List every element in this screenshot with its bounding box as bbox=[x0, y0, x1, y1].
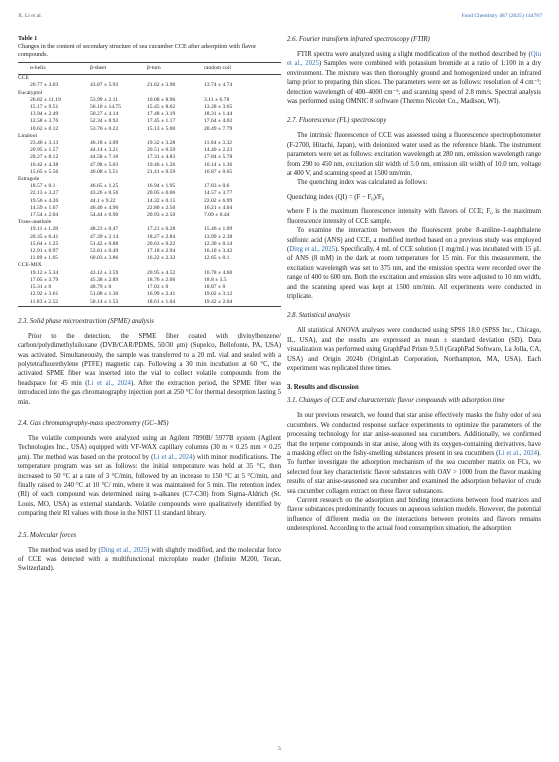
table-cell: 13.94 ± 2.49 bbox=[30, 111, 59, 118]
table-cell: 20.63 ± 0.22 bbox=[147, 240, 176, 247]
table-cell: 20.49 ± 7.79 bbox=[204, 125, 233, 132]
table-row bbox=[18, 255, 281, 262]
table-cell: 18.61 ± 1.04 bbox=[147, 298, 176, 305]
table-cell: 17.84 ± 5.78 bbox=[204, 154, 233, 161]
left-column bbox=[18, 35, 281, 574]
group-label: CCE-MIX bbox=[18, 262, 42, 269]
table-cell: 13.99 ± 2.38 bbox=[204, 233, 233, 240]
table-cell: 15.31 ± 0 bbox=[30, 284, 52, 291]
table-cell: 15.46 ± 1.09 bbox=[204, 226, 233, 233]
table-cell: 17.45 ± 1.17 bbox=[147, 118, 176, 125]
table-cell: 44.14 ± 3.21 bbox=[90, 147, 119, 154]
table-cell: 17.54 ± 2.04 bbox=[30, 212, 59, 219]
table-cell: 20.51 ± 0.59 bbox=[147, 147, 176, 154]
table-cell: 21.41 ± 0.59 bbox=[147, 168, 176, 175]
table-group-row bbox=[18, 90, 281, 97]
table-cell: 46.65 ± 1.25 bbox=[90, 183, 119, 190]
table-row bbox=[18, 212, 281, 219]
table-cell: 15.17 ± 9.51 bbox=[30, 104, 59, 111]
table-row bbox=[18, 169, 281, 176]
section-3-1-title: 3.1. Changes of CCE and characteristic flavor compounds with adsorption time bbox=[287, 397, 505, 405]
table-cell: 20.95 ± 4.52 bbox=[147, 269, 176, 276]
secondary-structure-table bbox=[18, 62, 281, 307]
table-cell: 18.87 ± 0 bbox=[204, 284, 226, 291]
table-cell: 15.45 ± 8.62 bbox=[147, 104, 176, 111]
table-cell: 19.56 ± 4.26 bbox=[30, 197, 59, 204]
table-cell: 11.83 ± 2.52 bbox=[30, 298, 59, 305]
table-row bbox=[18, 226, 281, 233]
section-3-1-text-2: Current research on the adsorption and binding interactions between food matrices and flavor substances predominantly focuses on aqueous solution models. However, the potential influence of different media on the interactions between proteins and flavors remains underexplored. According to the actual food consumption situation, the adsorption bbox=[287, 497, 541, 533]
formula-explanation: where F is the maximum fluorescence intensity with flavors of CCE; F₀ is the maximum fluorescence intensity of CCE sample. bbox=[287, 208, 541, 225]
col-alpha-helix: α-helix bbox=[30, 65, 46, 71]
table-cell: 12.58 ± 3.76 bbox=[30, 118, 59, 125]
section-2-6-text: FTIR spectra were analyzed using a slight modification of the method described by (Qiu et al., 2025) Samples were combined with potassium bromide at a ratio of 1:100 in a dry environment. The mixture was then thoroughly ground and homogenized under an infrared lamp prior to preparing thin slices. The parameters were set as follows: resolution of 4 cm⁻¹; detection wavelength of 400–4000 cm⁻¹; and scanning speed of 2.8 mm/s. Spectral analysis was performed using OMNIC 8 software (Thermo Nicolet Co., Madison, WI). bbox=[287, 51, 541, 106]
table-cell: 50.14 ± 1.53 bbox=[90, 298, 119, 305]
table-row bbox=[18, 162, 281, 169]
table-cell: 53.99 ± 2.11 bbox=[90, 96, 119, 103]
table-cell: 15.65 ± 5.56 bbox=[30, 168, 59, 175]
section-2-5-text: The method was used by (Ding et al., 2025) with slightly modified, and the molecular force of CCE was detected with a multifunctional microplate reader (Infinite M200, Tecan, Switzerland). bbox=[18, 546, 282, 573]
table-cell: 3.11 ± 6.78 bbox=[204, 96, 230, 103]
table-cell: 13.28 ± 3.65 bbox=[204, 104, 233, 111]
table-cell: 14.32 ± 0.15 bbox=[147, 197, 176, 204]
table-row bbox=[18, 234, 281, 241]
table-cell: 17.64 ± 4.02 bbox=[204, 118, 233, 125]
group-label: Linalool bbox=[18, 132, 37, 139]
table-cell: 21.62 ± 3.90 bbox=[147, 82, 176, 89]
table-group-row bbox=[18, 75, 281, 83]
citation-link[interactable]: Ding et al., 2025 bbox=[289, 245, 336, 253]
table-cell: 23.46 ± 3.13 bbox=[30, 140, 59, 147]
table-caption: Changes in the content of secondary structure of sea cucumber CCE after adsorption with flavor compounds. bbox=[18, 43, 257, 58]
table-row bbox=[18, 183, 281, 190]
col-beta-sheet: β-sheet bbox=[90, 65, 107, 71]
table-group-row bbox=[18, 176, 281, 183]
table-row bbox=[18, 97, 281, 104]
table-row bbox=[18, 241, 281, 248]
table-row bbox=[18, 198, 281, 205]
table-cell: 15.64 ± 1.25 bbox=[30, 240, 59, 247]
table-cell: 18.57 ± 0.1 bbox=[30, 183, 56, 190]
table-group-row bbox=[18, 219, 281, 226]
table-cell: 16.99 ± 2.41 bbox=[147, 291, 176, 298]
table-cell: 20.35 ± 6.41 bbox=[30, 233, 59, 240]
table-cell: 16.10 ± 3.42 bbox=[204, 248, 233, 255]
section-3-1-text: In our previous research, we found that star anise effectively masks the fishy odor of sea cucumbers. We conducted response surface experiments to optimize the parameters of the processing technology for star anise-seasoned sea cucumbers. Additionally, we confirmed that the terpene compounds in star anise, along with its oxygen-containing derivatives, have a masking effect on the fishy-smelling substances present in sea cucumbers (Li et al., 2024). To further investigate the adsorption mechanism of the sea cucumber matrix on FCs, we selected four key characteristic flavor substances with OAV > 1000 from the flavor masking results of star anise-seasoned sea cucumber and examined the adsorption behavior of crude sea cucumber collagen extract on these flavor substances. bbox=[287, 412, 541, 495]
section-2-5-title: 2.5. Molecular forces bbox=[18, 531, 77, 539]
table-group-row bbox=[18, 133, 281, 140]
ans-method-text: To examine the interaction between the fluorescent probe 8-aniline-1-naphthalene sulfonic acid (ANS) and CCE, a modified method based on a previous study was employed (Ding et al., 2025). Specifically, 4 mL of CCE solution (1 mg/mL) was incubated with 15 μL of ANS (8 mM) in the dark at room temperature for 15 min. For this measurement, the excitation wavelength was set to 375 nm, and the emission spectra were recorded over the range of 400 to 600 nm. Both the excitation and emission slits were adjusted to 10 nm width, and the scanning speed was kept at 1500 nm/min. All experiments were conducted in triplicate. bbox=[287, 227, 541, 300]
right-column bbox=[287, 35, 541, 534]
table-body bbox=[18, 75, 281, 307]
table-cell: 26.82 ± 11.19 bbox=[30, 96, 61, 103]
table-cell: 17.31 ± 4.83 bbox=[147, 154, 176, 161]
citation-link[interactable]: Li et al., 2024 bbox=[153, 453, 193, 461]
table-group-row bbox=[18, 262, 281, 269]
section-2-8-text: All statistical ANOVA analyses were conducted using SPSS 18.0 (SPSS Inc., Chicago, IL, USA), and the results are expressed as mean ± standard deviation (SD). Data visualization was performed using GraphPad Prism 9.5.0 (GraphPad Software, La Jolla, CA, USA) and Origin 2024b (OriginLab Corporation, Northampton, MA, USA). Each experiment was replicated three times. bbox=[287, 327, 541, 372]
section-3-title: 3. Results and discussion bbox=[287, 384, 359, 392]
table-cell: 16.87 ± 0.65 bbox=[204, 168, 233, 175]
table-cell: 16.94 ± 1.95 bbox=[147, 183, 176, 190]
citation-link[interactable]: Qiu et al., 2025 bbox=[287, 51, 541, 68]
table-cell: 7.09 ± 0.44 bbox=[204, 212, 230, 219]
table-cell: 10.08 ± 8.96 bbox=[147, 96, 176, 103]
table-row bbox=[18, 291, 281, 298]
table-cell: 52.34 ± 8.92 bbox=[90, 118, 119, 125]
group-label: Trans-anethole bbox=[18, 219, 52, 226]
table-cell: 12.91 ± 0.97 bbox=[30, 248, 59, 255]
running-journal bbox=[462, 13, 543, 19]
table-row bbox=[18, 104, 281, 111]
running-author: X. Li et al. bbox=[18, 13, 43, 19]
group-label: CCE bbox=[18, 75, 29, 82]
table-cell: 16.42 ± 4.38 bbox=[30, 161, 59, 168]
table-cell: 53.76 ± 0.22 bbox=[90, 125, 119, 132]
table-row bbox=[18, 248, 281, 255]
table-cell: 44.1 ± 9.22 bbox=[90, 197, 116, 204]
citation-link[interactable]: Ding et al., 2025 bbox=[100, 546, 148, 554]
table-cell: 19.02 ± 3.12 bbox=[204, 291, 233, 298]
table-cell: 46.40 ± 4.96 bbox=[90, 204, 119, 211]
journal-name[interactable]: Food Chemistry 487 (2025) 144767 bbox=[461, 13, 542, 19]
table-cell: 46.18 ± 3.09 bbox=[90, 140, 119, 147]
table-row bbox=[18, 111, 281, 118]
table-cell: 14.40 ± 2.23 bbox=[204, 147, 233, 154]
table-cell: 12.65 ± 0.1 bbox=[204, 255, 230, 262]
table-cell: 43.26 ± 0.56 bbox=[90, 190, 119, 197]
table-cell: 50.27 ± 4.14 bbox=[90, 111, 119, 118]
table-cell: 16.78 ± 4.60 bbox=[204, 269, 233, 276]
citation-link[interactable]: Li et al., 2024 bbox=[87, 379, 131, 387]
table-cell: 53.81 ± 0.49 bbox=[90, 248, 119, 255]
table-cell: 51.42 ± 0.88 bbox=[90, 240, 119, 247]
table-cell: 20.77 ± 3.03 bbox=[30, 82, 59, 89]
table-cell: 47.39 ± 2.14 bbox=[90, 233, 119, 240]
table-cell: 44.58 ± 7.16 bbox=[90, 154, 119, 161]
table-cell: 20.05 ± 0.06 bbox=[147, 190, 176, 197]
table-row bbox=[18, 126, 281, 133]
table-cell: 19.11 ± 1.28 bbox=[30, 226, 59, 233]
section-2-8-title: 2.8. Statistical analysis bbox=[287, 312, 351, 320]
table-cell: 13.74 ± 4.74 bbox=[204, 82, 233, 89]
table-cell: 19.12 ± 5.34 bbox=[30, 269, 59, 276]
col-random-coil: random coil bbox=[204, 65, 231, 71]
table-cell: 47.98 ± 5.03 bbox=[90, 161, 119, 168]
table-cell: 54.44 ± 0.90 bbox=[90, 212, 119, 219]
table-cell: 22.80 ± 2.50 bbox=[147, 204, 176, 211]
section-2-3-text: Prior to the detection, the SPME fiber coated with divinylbenzene/ carbon/polydimethylsiloxane (DVB/CAR/PDMS, 50/30 μm) (Supelco, Bellefonte, PA, USA) was activated. Simultaneously, the sample was transferred to a 20 mL vial and sealed with a polytetrafluorethylene (PTFE) magnetic cap. Following a 30 min incubation at 60 °C, the activated SPME fiber was inserted into the vial to collect volatile compounds from the headspace for 45 min (Li et al., 2024). After the extraction period, the SPME fiber was introduced into the gas chromatography injection port at 250 °C for thermal desorption lasting 5 min. bbox=[18, 332, 281, 406]
citation-link[interactable]: Li et al., 2024 bbox=[498, 450, 538, 457]
table-cell: 19.46 ± 1.26 bbox=[147, 161, 176, 168]
table-cell: 43.12 ± 3.59 bbox=[90, 269, 119, 276]
table-row bbox=[18, 284, 281, 291]
table-cell: 16.14 ± 1.36 bbox=[204, 161, 233, 168]
table-row bbox=[18, 205, 281, 212]
section-2-7-title: 2.7. Fluorescence (FL) spectroscopy bbox=[287, 117, 387, 125]
table-cell: 22.13 ± 3.27 bbox=[30, 190, 59, 197]
table-cell: 11.09 ± 1.65 bbox=[30, 255, 59, 262]
table-header-row bbox=[18, 63, 281, 75]
table-cell: 16.22 ± 2.32 bbox=[147, 255, 176, 262]
table-cell: 17.83 ± 0.6 bbox=[204, 183, 230, 190]
table-row bbox=[18, 82, 281, 89]
quenching-formula: Quenching index (QI) = (F − F₀)/F₀ bbox=[287, 193, 384, 201]
table-cell: 22.02 ± 6.99 bbox=[204, 197, 233, 204]
col-beta-turn: β-turn bbox=[147, 65, 161, 71]
table-cell: 11.04 ± 3.32 bbox=[204, 140, 233, 147]
table-cell: 18.31 ± 1.44 bbox=[204, 111, 233, 118]
table-cell: 15.13 ± 5.00 bbox=[147, 125, 176, 132]
table-cell: 17.05 ± 3.79 bbox=[30, 276, 59, 283]
table-cell: 12.92 ± 3.61 bbox=[30, 291, 59, 298]
group-label: Eucalyptol bbox=[18, 89, 43, 96]
table-row bbox=[18, 154, 281, 161]
table-row bbox=[18, 270, 281, 277]
table-row bbox=[18, 299, 281, 307]
table-cell: 18.27 ± 2.84 bbox=[147, 233, 176, 240]
group-label: Estragole bbox=[18, 176, 40, 183]
table-cell: 19.42 ± 2.04 bbox=[204, 298, 233, 305]
section-2-4-title: 2.4. Gas chromatography-mass spectrometry (GC–MS) bbox=[18, 419, 169, 427]
table-row bbox=[18, 277, 281, 284]
table-cell: 45.38 ± 2.89 bbox=[90, 276, 119, 283]
quenching-intro: The quenching index was calculated as follows: bbox=[297, 179, 428, 187]
table-cell: 14.59 ± 1.67 bbox=[30, 204, 59, 211]
table-cell: 51.08 ± 1.30 bbox=[90, 291, 119, 298]
section-2-7-text: The intrinsic fluorescence of CCE was assessed using a fluorescence spectrophotometer (F-2700, Hitachi, Japan), with deionized water used as the reference blank. The instrument parameters were set as follows: excitation wavelength at 280 nm, emission wavelength range from 290 to 450 nm, excitation slit width of 5.0 nm, emission slit width of 10.0 nm, voltage at 400 V, and scanning speed at 1500 nm/min. bbox=[287, 132, 541, 178]
table-cell: 16.21 ± 4.04 bbox=[204, 204, 233, 211]
section-2-3-title: 2.3. Solid phase microextraction (SPME) analysis bbox=[18, 317, 154, 325]
table-cell: 43.87 ± 5.93 bbox=[90, 82, 119, 89]
table-cell: 17.48 ± 3.19 bbox=[147, 111, 176, 118]
table-row bbox=[18, 147, 281, 154]
table-cell: 46.08 ± 5.51 bbox=[90, 168, 119, 175]
table-cell: 56.10 ± 14.75 bbox=[90, 104, 122, 111]
page-number: 5 bbox=[278, 746, 281, 752]
table-cell: 48.79 ± 0 bbox=[90, 284, 112, 291]
table-cell: 14.57 ± 3.77 bbox=[204, 190, 233, 197]
table-cell: 10.62 ± 0.12 bbox=[30, 125, 59, 132]
table-title: Table 1 bbox=[18, 35, 38, 42]
table-cell: 12.30 ± 0.14 bbox=[204, 240, 233, 247]
table-cell: 48.23 ± 0.47 bbox=[90, 226, 119, 233]
table-cell: 20.27 ± 8.12 bbox=[30, 154, 59, 161]
table-cell: 20.95 ± 1.57 bbox=[30, 147, 59, 154]
section-2-6-title: 2.6. Fourier transform infrared spectroscopy (FTIR) bbox=[287, 36, 430, 43]
table-cell: 19.32 ± 3.28 bbox=[147, 140, 176, 147]
table-cell: 17.03 ± 0 bbox=[147, 284, 169, 291]
table-cell: 18.76 ± 2.06 bbox=[147, 276, 176, 283]
table-cell: 18.8 ± 3.5 bbox=[204, 276, 227, 283]
table-row bbox=[18, 190, 281, 197]
table-cell: 17.21 ± 0.28 bbox=[147, 226, 176, 233]
table-cell: 60.03 ± 3.86 bbox=[90, 255, 119, 262]
table-row bbox=[18, 118, 281, 125]
table-row bbox=[18, 140, 281, 147]
table-cell: 20.93 ± 2.50 bbox=[147, 212, 176, 219]
section-2-4-text: The volatile compounds were analyzed using an Agilent 7890B/ 5977B system (Agilent Technologies Inc., USA) equipped with VF-WAX capillary columns (30 m × 0.25 mm × 0.25 μm). The method was based on the protocol by (Li et al., 2024) with minor modifications. The temperature program was set as follows: the initial temperature was held at 35 °C, then increased to 50 °C at a rate of 3 °C/min, followed by an increase to 150 °C at 5 °C/min, and finally raised to 240 °C at 10 °C/ min, where it was maintained for 5 min. The retention index (RI) of each compound was determined using n-alkanes (C7-C30) from Sigma-Aldrich (St. Louis, MO, USA) as external standards. Volatile compounds were qualitatively identified by comparing their RI values with those in the NIST 11 standard library. bbox=[18, 434, 281, 518]
table-cell: 17.18 ± 2.94 bbox=[147, 248, 176, 255]
